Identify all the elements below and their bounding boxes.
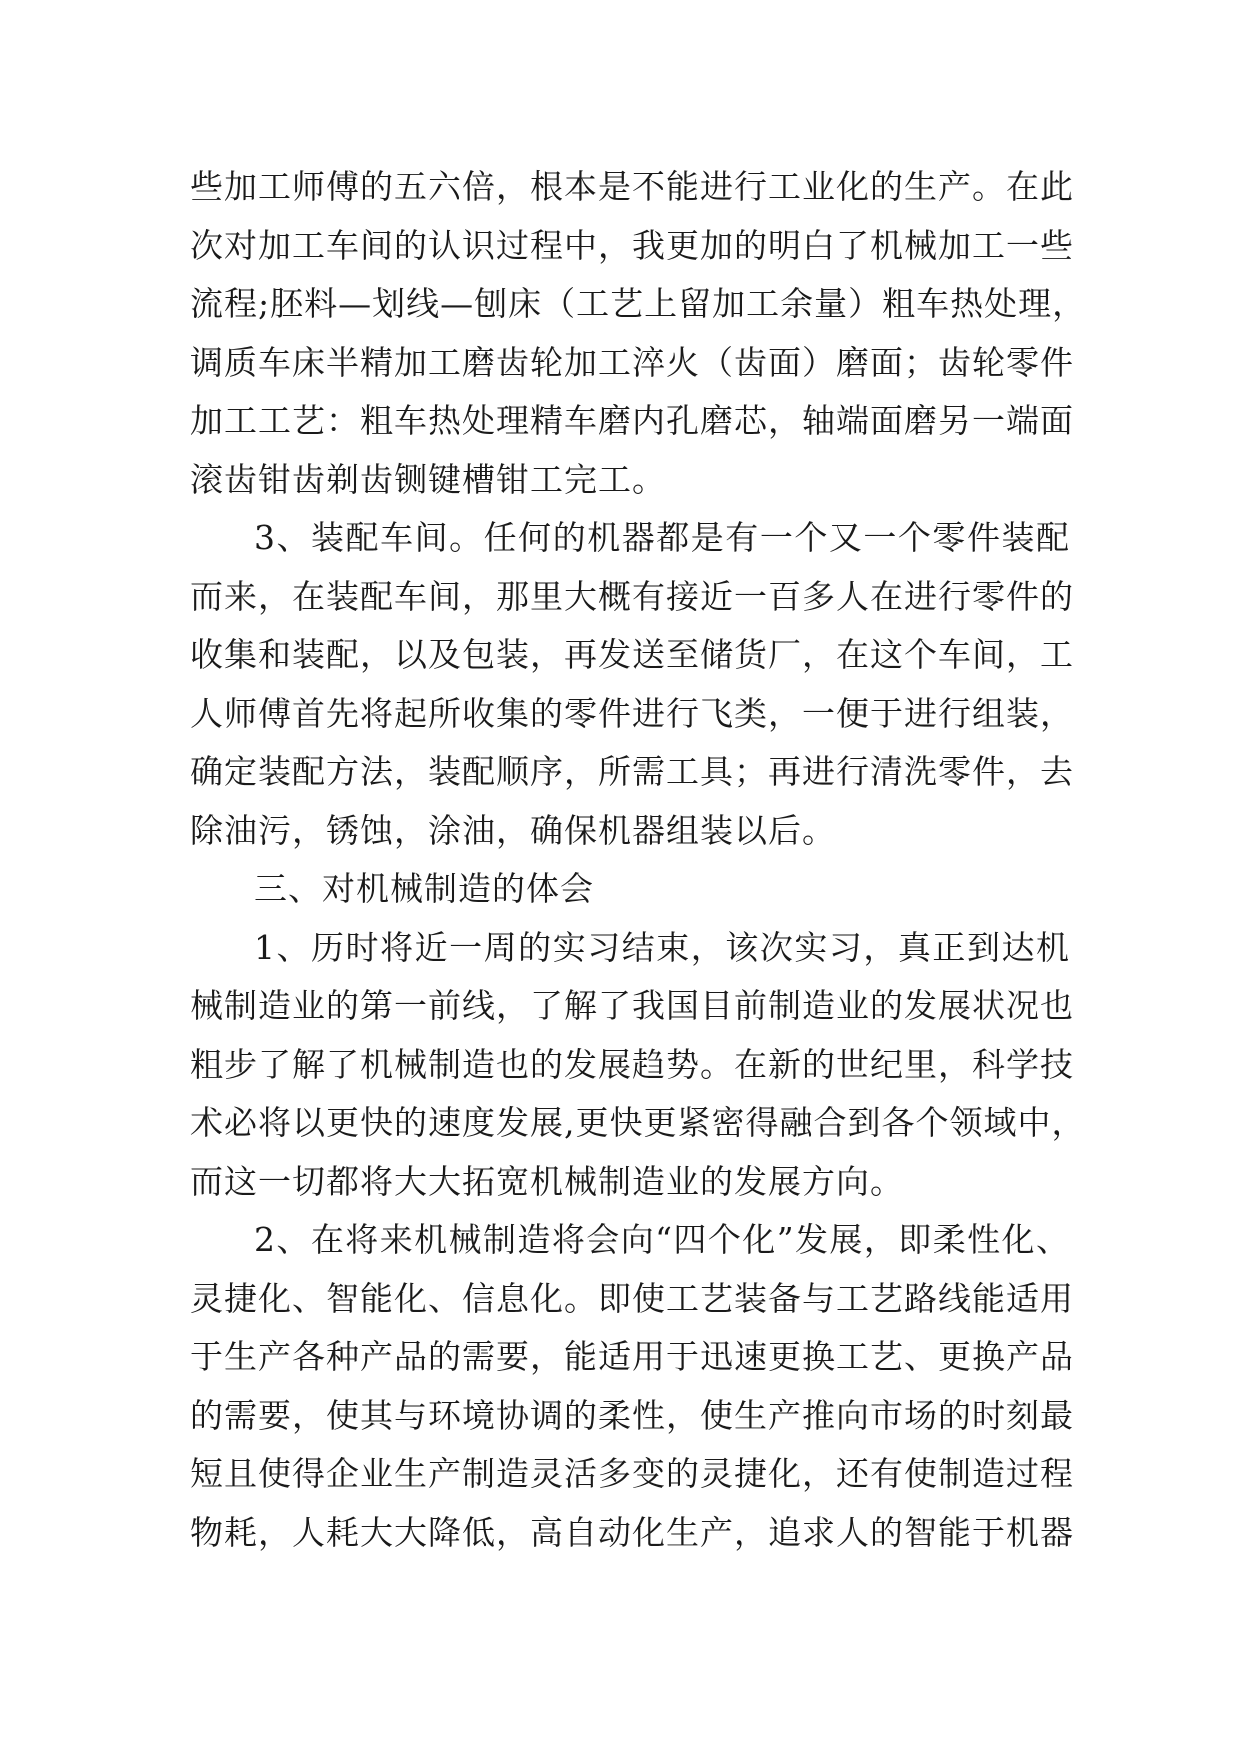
text-line: 加工工艺：粗车热处理精车磨内孔磨芯，轴端面磨另一端面 <box>190 401 1074 440</box>
text-line: 而来，在装配车间，那里大概有接近一百多人在进行零件的 <box>190 576 1074 616</box>
body-text <box>190 158 1087 1562</box>
text-line: 于生产各种产品的需要，能适用于迅速更换工艺、更换产品 <box>190 1337 1074 1376</box>
text-line: 短且使得企业生产制造灵活多变的灵捷化，还有使制造过程 <box>190 1454 1074 1493</box>
text-line: 滚齿钳齿剃齿铡键槽钳工完工。 <box>190 459 666 499</box>
text-line: 物耗，人耗大大降低，高自动化生产，追求人的智能于机器 <box>190 1512 1074 1552</box>
text-line: 流程;胚料—划线—刨床（工艺上留加工余量）粗车热处理， <box>190 284 1087 323</box>
text-line: 除油污，锈蚀，涂油，确保机器组装以后。 <box>190 810 836 850</box>
text-line: 灵捷化、智能化、信息化。即使工艺装备与工艺路线能适用 <box>190 1278 1074 1318</box>
text-line: 粗步了解了机械制造也的发展趋势。在新的世纪里，科学技 <box>190 1044 1074 1084</box>
text-line: 而这一切都将大大拓宽机械制造业的发展方向。 <box>190 1161 904 1201</box>
text-line: 次对加工车间的认识过程中，我更加的明白了机械加工一些 <box>190 225 1074 265</box>
text-line: 三、对机械制造的体会 <box>254 869 594 908</box>
text-line: 械制造业的第一前线，了解了我国目前制造业的发展状况也 <box>190 986 1074 1025</box>
text-line: 些加工师傅的五六倍，根本是不能进行工业化的生产。在此 <box>190 167 1074 206</box>
text-line: 术必将以更快的速度发展,更快更紧密得融合到各个领域中， <box>190 1103 1086 1142</box>
text-line: 人师傅首先将起所收集的零件进行飞类，一便于进行组装， <box>190 693 1074 733</box>
text-line: 3、装配车间。任何的机器都是有一个又一个零件装配 <box>254 518 1070 557</box>
text-line: 2、在将来机械制造将会向“四个化”发展，即柔性化、 <box>254 1220 1070 1259</box>
text-line: 收集和装配，以及包装，再发送至储货厂，在这个车间，工 <box>190 635 1074 674</box>
text-line: 调质车床半精加工磨齿轮加工淬火（齿面）磨面；齿轮零件 <box>190 342 1074 382</box>
text-line: 1、历时将近一周的实习结束，该次实习，真正到达机 <box>254 927 1070 967</box>
text-line: 确定装配方法，装配顺序，所需工具；再进行清洗零件，去 <box>190 752 1074 791</box>
text-line: 的需要，使其与环境协调的柔性，使生产推向市场的时刻最 <box>190 1395 1074 1435</box>
